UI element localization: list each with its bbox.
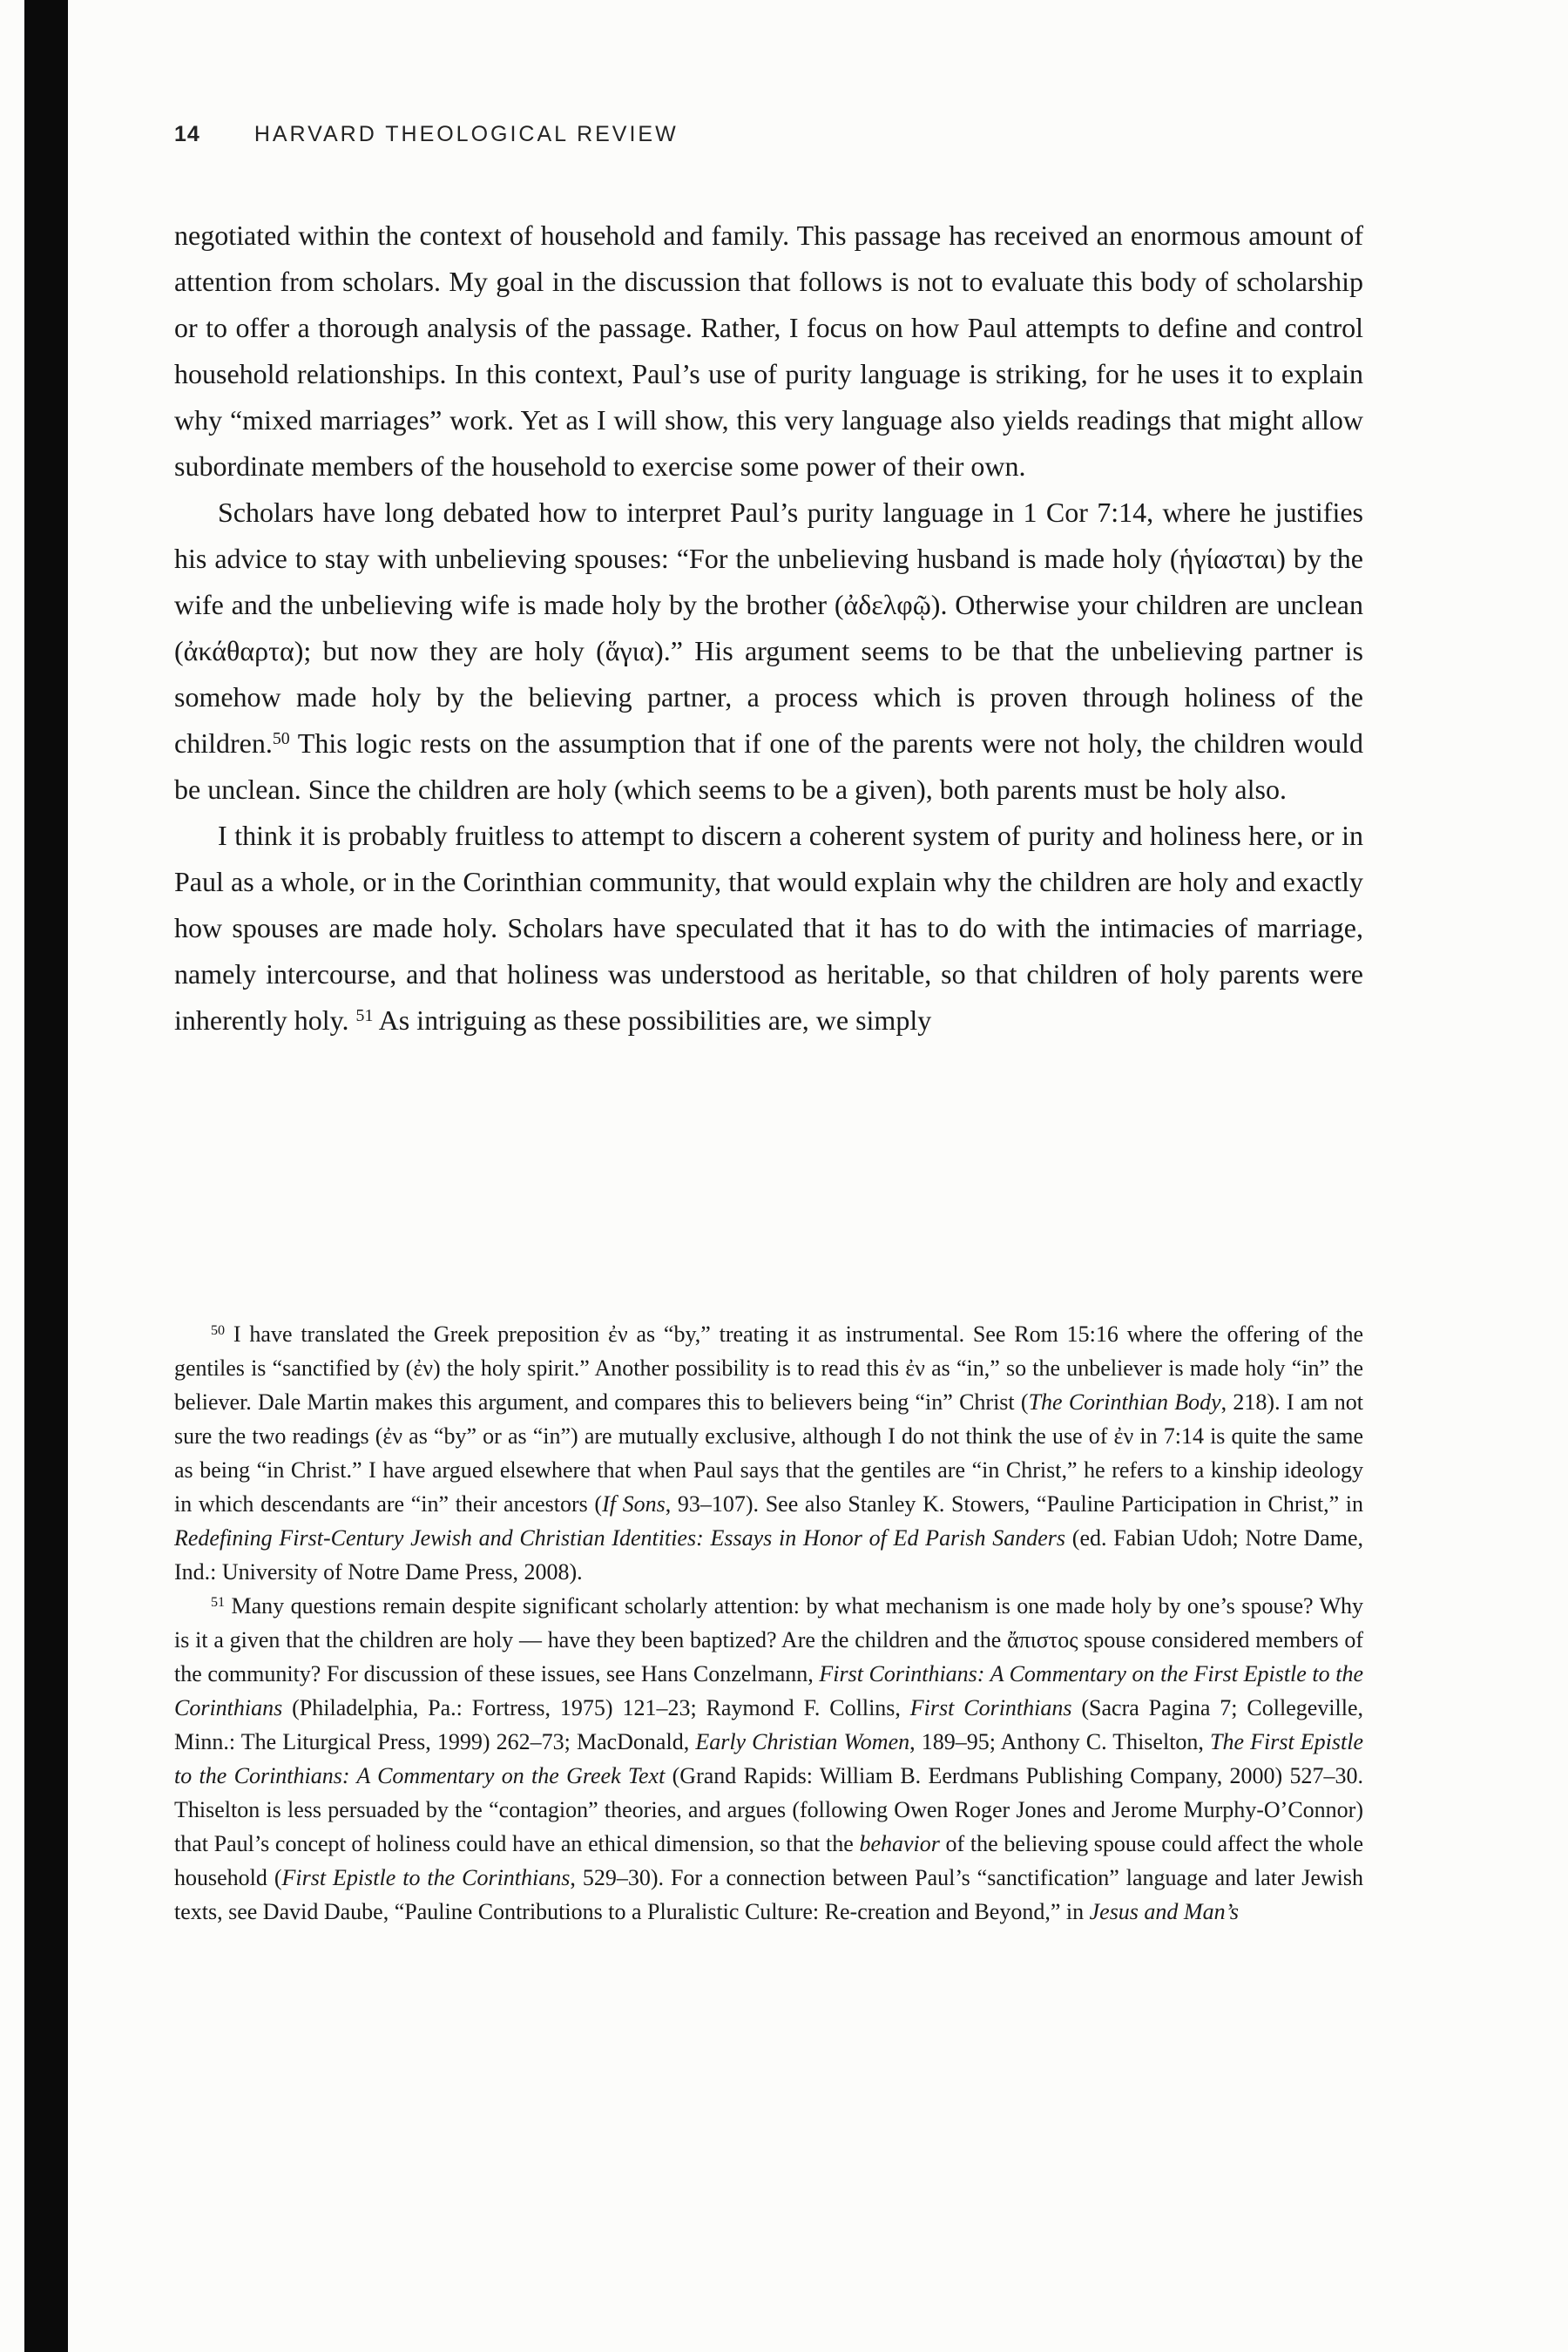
footnote xyxy=(174,1317,1363,1589)
text-run: Scholars have long debated how to interpret Paul’s purity language in 1 Cor 7:14, where he justifies his advice to stay with unbelieving spouses: “For the unbelieving husband is made holy (ἡγίασται) by the wife and the unbelieving wife is made holy by the brother (ἀδελφῷ). Otherwise your children are unclean (ἀκάθαρτα); but now they are holy (ἅγια).” His argument seems to be that the unbelieving partner is somehow made holy by the believing partner, a process which is proven through holiness of the children. xyxy=(174,497,1363,759)
journal-title: HARVARD THEOLOGICAL REVIEW xyxy=(253,122,679,146)
footnote xyxy=(174,1589,1363,1929)
text-run: , 529–30). For a connection between Paul’s “sanctification” language and later Jewish texts, see David Daube, “Pauline Contributions to a Pluralistic Culture: Re-creation and Beyond,” in xyxy=(174,1865,1363,1924)
body-text xyxy=(174,213,1363,1044)
text-run: Early Christian Women xyxy=(695,1729,910,1754)
text-run: As intriguing as these possibilities are, we simply xyxy=(373,1004,932,1036)
footnote-ref: 50 xyxy=(211,1323,226,1339)
text-run: I have translated the Greek preposition ἐν as “by,” treating it as instrumental. See Rom 15:16 where the offering of the gentiles is “sanctified by (ἐν) the holy spirit.” Another possibility is to read this ἐν as “in,” so the unbeliever is made holy “in” the believer. Dale Martin makes this argument, and compares this to believers being “in” Christ ( xyxy=(174,1321,1363,1415)
running-head xyxy=(174,122,679,147)
text-run: (Grand Rapids: William B. Eerdmans Publishing Company, 2000) 527–30. Thiselton is less persuaded by the “contagion” theories, and argues (following Owen Roger Jones and Jerome Murphy-O’Connor) that Paul’s concept of holiness could have an ethical dimension, so that the xyxy=(174,1763,1364,1856)
text-run: of the believing spouse could affect the whole household ( xyxy=(174,1831,1363,1890)
text-run: The First Epistle to the Corinthians: A Commentary on the Greek Text xyxy=(174,1729,1363,1788)
text-run: First Epistle to the Corinthians xyxy=(281,1865,571,1890)
text-run: Jesus and Man’s xyxy=(1089,1899,1240,1924)
paragraph xyxy=(174,813,1363,1044)
footnote-ref: 50 xyxy=(272,729,290,749)
text-run: If Sons xyxy=(602,1491,666,1517)
text-run: First Corinthians xyxy=(909,1695,1072,1720)
text-run: The Corinthian Body xyxy=(1028,1389,1221,1415)
text-run: , 93–107). See also Stanley K. Stowers, “Pauline Participation in Christ,” in xyxy=(665,1491,1363,1517)
scan-edge xyxy=(24,0,68,2352)
text-run: , 189–95; Anthony C. Thiselton, xyxy=(909,1729,1211,1754)
text-run: (Sacra Pagina 7; Collegeville, Minn.: The Liturgical Press, 1999) 262–73; MacDonald, xyxy=(174,1695,1363,1754)
paragraph xyxy=(174,213,1363,490)
text-run: behavior xyxy=(859,1831,940,1856)
text-run: Redefining First-Century Jewish and Christian Identities: Essays in Honor of Ed Parish Sanders xyxy=(174,1525,1066,1551)
text-run: This logic rests on the assumption that if one of the parents were not holy, the children would be unclean. Since the children are holy (which seems to be a given), both parents must be holy also. xyxy=(174,727,1363,805)
text-run: , 218). I am not sure the two readings (ἐν as “by” or as “in”) are mutually exclusive, although I do not think the use of ἐν in 7:14 is quite the same as being “in Christ.” I have argued elsewhere that when Paul says that the gentiles are “in Christ,” he refers to a kinship ideology in which descendants are “in” their ancestors ( xyxy=(174,1389,1364,1517)
text-run: negotiated within the context of household and family. This passage has received an enormous amount of attention from scholars. My goal in the discussion that follows is not to evaluate this body of scholarship or to offer a thorough analysis of the passage. Rather, I focus on how Paul attempts to define and control household relationships. In this context, Paul’s use of purity language is striking, for he uses it to explain why “mixed marriages” work. Yet as I will show, this very language also yields readings that might allow subordinate members of the household to exercise some power of their own. xyxy=(174,220,1363,482)
footnote-ref: 51 xyxy=(355,1006,374,1026)
text-run: First Corinthians: A Commentary on the First Epistle to the Corinthians xyxy=(174,1661,1363,1720)
paragraph xyxy=(174,490,1363,813)
footnotes xyxy=(174,1317,1363,1929)
text-run: Many questions remain despite significant scholarly attention: by what mechanism is one made holy by one’s spouse? Why is it a given that the children are holy — have they been baptized? Are the children and the ἄπιστος spouse considered members of the community? For discussion of these issues, see Hans Conzelmann, xyxy=(174,1593,1363,1686)
footnote-ref: 51 xyxy=(211,1595,226,1611)
page-number: 14 xyxy=(174,122,200,146)
text-run: (Philadelphia, Pa.: Fortress, 1975) 121–23; Raymond F. Collins, xyxy=(282,1695,910,1720)
text-run: (ed. Fabian Udoh; Notre Dame, Ind.: University of Notre Dame Press, 2008). xyxy=(174,1525,1363,1585)
text-run: I think it is probably fruitless to attempt to discern a coherent system of purity and holiness here, or in Paul as a whole, or in the Corinthian community, that would explain why the children are holy and exactly how spouses are made holy. Scholars have speculated that it has to do with the intimacies of marriage, namely intercourse, and that holiness was understood as heritable, so that children of holy parents were inherently holy. xyxy=(174,820,1363,1036)
